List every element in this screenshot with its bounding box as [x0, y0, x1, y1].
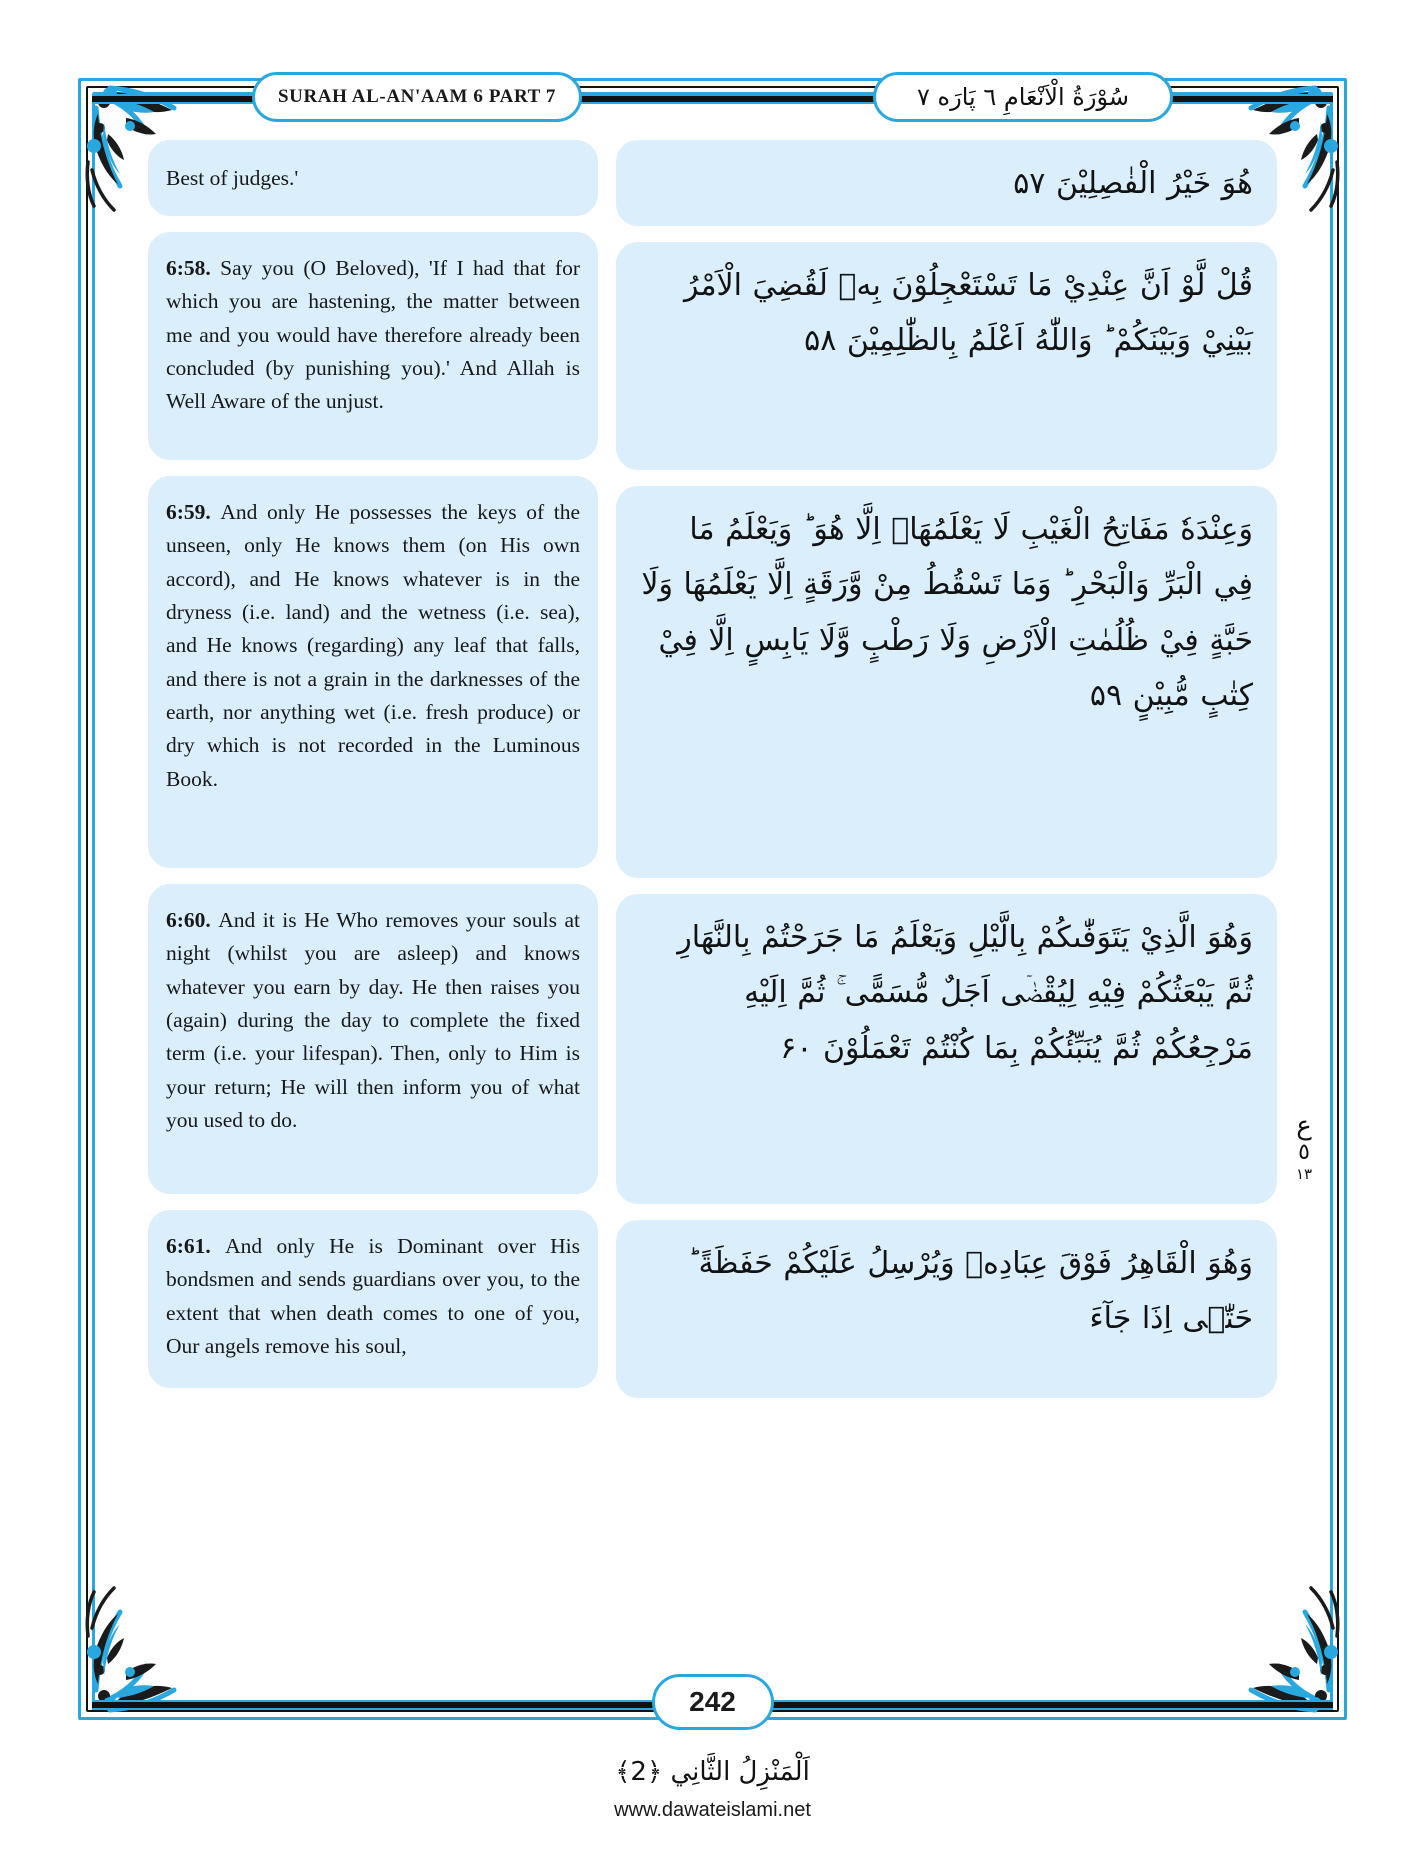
verse-english-continuation: [148, 140, 598, 216]
page-header: [92, 68, 1333, 126]
verse-arabic-text: هُوَ خَيْرُ الْفٰصِلِيْنَ ۵۷: [1013, 166, 1253, 201]
ruku-marker-line-3: ١٣: [1295, 1164, 1313, 1183]
verse-arabic-text: وَهُوَ الَّذِيْ يَتَوَفّٰىكُمْ بِالَّيْلِ وَيَعْلَمُ مَا جَرَحْتُمْ بِالنَّهَارِ ثُمَّ يَبْعَثُكُمْ فِيْهِ لِيُقْضٰۤى اَجَلٌ مُّسَمًّى ۚ ثُمَّ اِلَيْهِ مَرْجِعُكُمْ ثُمَّ يُنَبِّئُكُمْ بِمَا كُنْتُمْ تَعْمَلُوْنَ ۶۰: [677, 919, 1253, 1066]
verse-arabic-text: قُلْ لَّوْ اَنَّ عِنْدِيْ مَا تَسْتَعْجِلُوْنَ بِهٖ لَقُضِيَ الْاَمْرُ بَيْنِيْ وَبَيْنَكُمْ ؕ وَاللّٰهُ اَعْلَمُ بِالظّٰلِمِيْنَ ۵۸: [683, 267, 1253, 358]
verse-number: 6:59.: [166, 500, 221, 524]
verse-arabic-text: وَهُوَ الْقَاهِرُ فَوْقَ عِبَادِهٖ وَيُرْسِلُ عَلَيْكُمْ حَفَظَةً ؕ حَتّٰۤى اِذَا جَآءَ: [687, 1245, 1253, 1336]
website-url: www.dawateislami.net: [614, 1799, 811, 1821]
verse-number: 6:61.: [166, 1234, 226, 1258]
ruku-marker-line-2: ٥: [1298, 1140, 1310, 1166]
verse-arabic-6-61: [616, 1220, 1277, 1398]
ruku-marker-line-1: ع: [1296, 1111, 1312, 1141]
surah-title-arabic: سُوْرَةُ الْاَنْعَامِ ٦ پَارَه ٧: [917, 83, 1129, 111]
page-footer: [92, 1676, 1333, 1732]
page-number: 242: [689, 1686, 736, 1717]
verse-english-6-61: [148, 1210, 598, 1388]
verse-english-text: And only He is Dominant over His bondsmen and sends guardians over you, to the extent that when death comes to one of you, Our angels remove his soul,: [166, 1234, 580, 1358]
arabic-text-column: [616, 140, 1277, 1670]
verse-english-6-58: [148, 232, 598, 460]
verse-english-text: And only He possesses the keys of the unseen, only He knows them (on His own accord), and He knows whatever is in the dryness (i.e. land) and the wetness (i.e. sea), and He knows (regarding) any leaf that falls, and there is not a grain in the darknesses of the earth, nor anything wet (i.e. fresh produce) or dry which is not recorded in the Luminous Book.: [166, 500, 580, 791]
page-number-pill: [652, 1674, 774, 1730]
verse-arabic-6-60: [616, 894, 1277, 1204]
surah-title-pill-arabic: [873, 72, 1173, 122]
verse-arabic-continuation: [616, 140, 1277, 226]
verse-arabic-6-58: [616, 242, 1277, 470]
verse-number: 6:60.: [166, 908, 219, 932]
verse-english-text: And it is He Who removes your souls at night (whilst you are asleep) and knows whatever you earn by day. He then raises you (again) during the day to complete the fixed term (i.e. your lifespan). Then, only to Him is your return; He will then inform you of what you used to do.: [166, 908, 580, 1132]
surah-title-pill-english: [252, 72, 582, 122]
surah-title-english: SURAH AL-AN'AAM 6 PART 7: [278, 86, 556, 107]
manzil-label: اَلْمَنْزِلُ الثَّانِي ﴿2﴾: [615, 1756, 810, 1787]
english-translation-column: [148, 140, 598, 1670]
verse-english-text: Say you (O Beloved), 'If I had that for which you are hastening, the matter between me and you would have therefore already been concluded (by punishing you).' And Allah is Well Aware of the unjust.: [166, 256, 580, 414]
verse-arabic-6-59: [616, 486, 1277, 878]
verse-columns: [148, 140, 1277, 1670]
verse-english-text: Best of judges.': [166, 166, 299, 191]
verse-arabic-text: وَعِنْدَهٗ مَفَاتِحُ الْغَيْبِ لَا يَعْلَمُهَاۤ اِلَّا هُوَ ؕ وَيَعْلَمُ مَا فِي الْبَرِّ وَالْبَحْرِ ؕ وَمَا تَسْقُطُ مِنْ وَّرَقَةٍ اِلَّا يَعْلَمُهَا وَلَا حَبَّةٍ فِيْ ظُلُمٰتِ الْاَرْضِ وَلَا رَطْبٍ وَّلَا يَابِسٍ اِلَّا فِيْ كِتٰبٍ مُّبِيْنٍ ۵۹: [641, 511, 1253, 713]
verse-english-6-60: [148, 884, 598, 1194]
ruku-marker: [1287, 1112, 1321, 1183]
verse-number: 6:58.: [166, 256, 221, 280]
verse-english-6-59: [148, 476, 598, 868]
